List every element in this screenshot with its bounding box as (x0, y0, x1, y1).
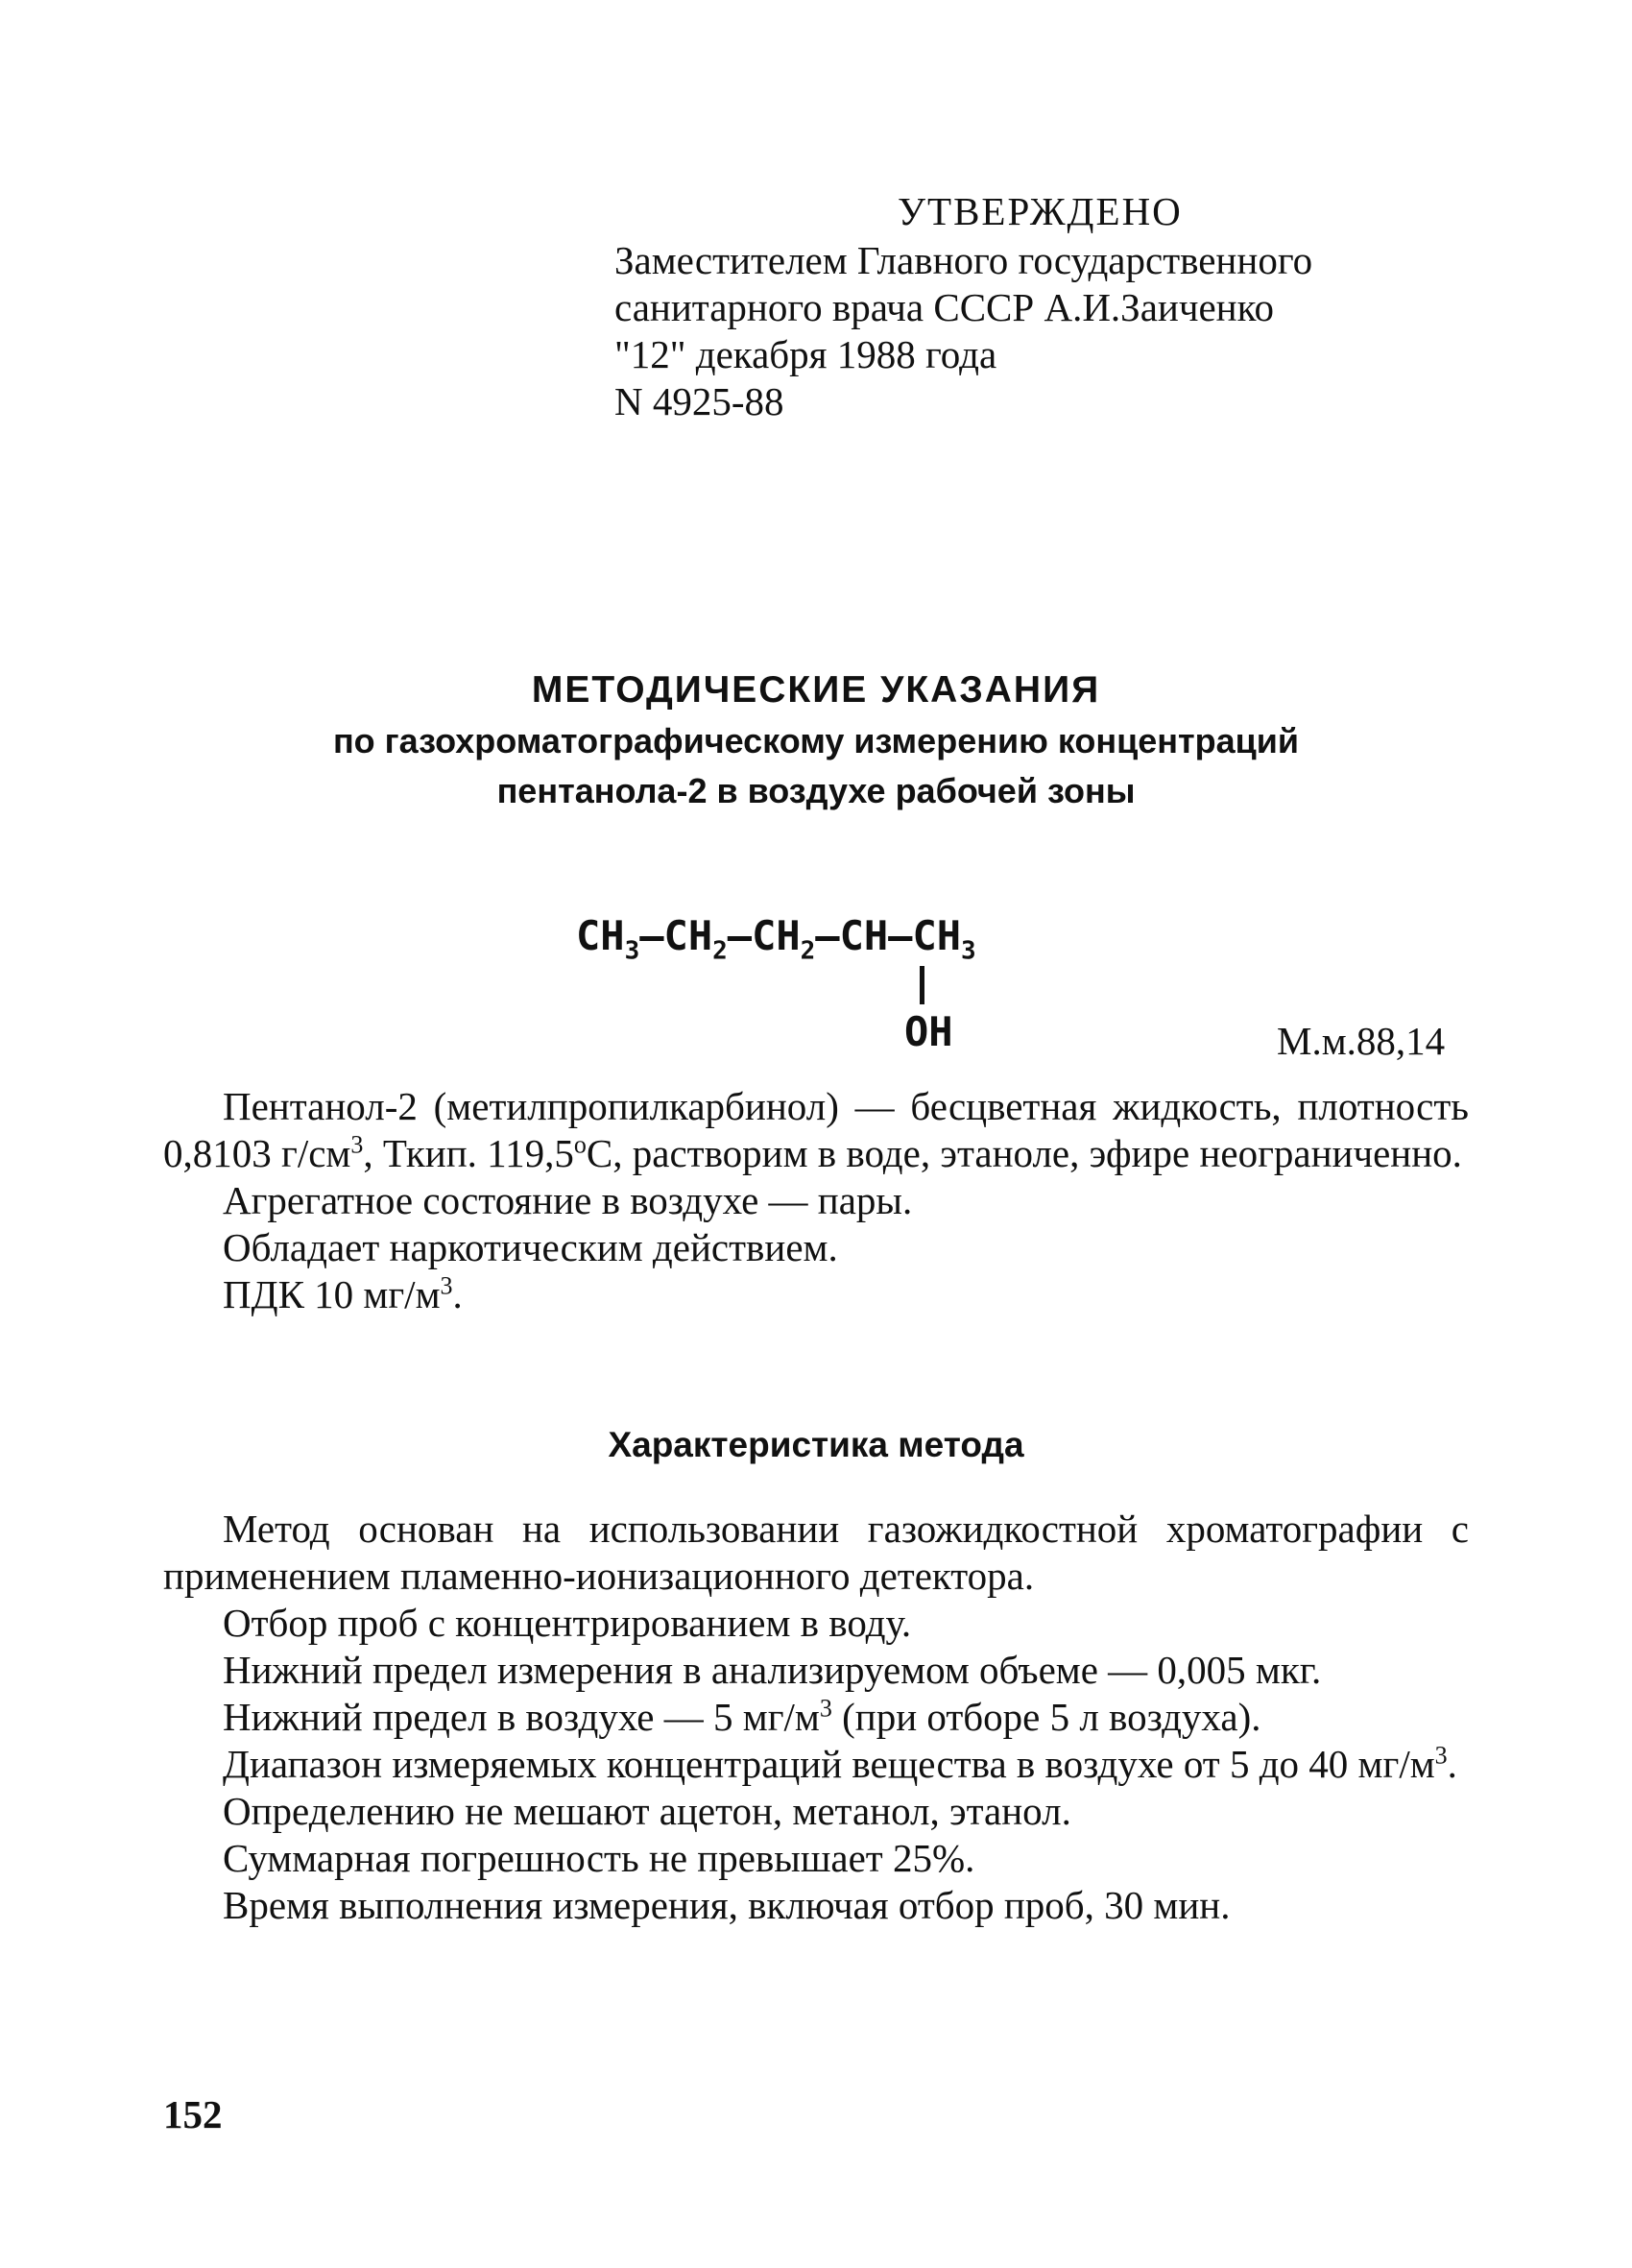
text-run: Нижний предел в воздухе — 5 мг/м (223, 1695, 820, 1739)
formula-subscript: 3 (961, 936, 976, 966)
superscript: 3 (440, 1271, 453, 1300)
structural-formula (576, 912, 976, 1055)
text-run: Пентанол-2 (метилпропилкарбинол) — бесцветная жидкость, плотность 0,8103 г/см (163, 1084, 1469, 1175)
text-run: . (1447, 1742, 1457, 1786)
text-run: . (452, 1272, 463, 1316)
formula-chain: $CH_3—CH_2—CH_2—CH—CH_3$ (576, 912, 976, 966)
document-title (0, 664, 1632, 816)
superscript: 3 (1434, 1741, 1448, 1770)
title-main: МЕТОДИЧЕСКИЕ УКАЗАНИЯ (531, 669, 1101, 711)
method-paragraph: Нижний предел измерения в анализируемом объеме — 0,005 мкг. (223, 1648, 1322, 1692)
section-heading: Характеристика метода (608, 1425, 1024, 1464)
text-run: , Ткип. 119,5 (363, 1131, 574, 1175)
formula-group: CH (839, 912, 889, 959)
approval-number: N 4925-88 (614, 379, 784, 423)
method-paragraph: Отбор проб с концентрированием в воду. (223, 1601, 912, 1645)
superscript: о (573, 1130, 587, 1159)
method-characteristics (163, 1506, 1469, 1929)
text-run: Диапазон измеряемых концентраций вещества в воздухе от 5 до 40 мг/м (223, 1742, 1435, 1786)
formula-group: CH (576, 912, 625, 959)
hydroxyl-group: OH (904, 1008, 953, 1055)
approval-heading: УТВЕРЖДЕНО (898, 189, 1183, 233)
text-run: ПДК 10 мг/м (223, 1272, 441, 1316)
molecular-mass: М.м.88,14 (1277, 1019, 1446, 1063)
method-paragraph (163, 1741, 1469, 1788)
approval-block (614, 188, 1478, 425)
superscript: 3 (819, 1694, 832, 1723)
text-run: С, растворим в воде, этаноле, эфире неограниченно. (586, 1131, 1462, 1175)
method-paragraph: Метод основан на использовании газожидкостной хроматографии с применением пламенно-ионизационного детектора. (163, 1507, 1469, 1598)
approval-date: "12" декабря 1988 года (614, 332, 997, 376)
formula-subscript: 2 (800, 936, 816, 966)
approval-line: санитарного врача СССР А.И.Заиченко (614, 285, 1274, 329)
title-subtitle: пентанола-2 в воздухе рабочей зоны (496, 771, 1136, 810)
formula-group: CH (752, 912, 801, 959)
page-number: 152 (163, 2092, 223, 2136)
vertical-bond (920, 966, 924, 1004)
title-subtitle: по газохроматографическому измерению концентраций (332, 721, 1300, 760)
method-paragraph: Определению не мешают ацетон, метанол, этанол. (223, 1789, 1071, 1833)
formula-group: CH (663, 912, 713, 959)
formula-subscript: 3 (624, 936, 640, 966)
formula-group: CH (912, 912, 962, 959)
approval-line: Заместителем Главного государственного (614, 238, 1313, 282)
description-paragraph: Агрегатное состояние в воздухе — пары. (223, 1178, 913, 1222)
description-paragraph: Обладает наркотическим действием. (223, 1225, 838, 1269)
text-run: (при отборе 5 л воздуха). (831, 1695, 1261, 1739)
method-paragraph: Суммарная погрешность не превышает 25%. (223, 1836, 975, 1880)
formula-subscript: 2 (712, 936, 728, 966)
method-paragraph: Время выполнения измерения, включая отбор проб, 30 мин. (223, 1883, 1231, 1927)
pdk-paragraph (163, 1271, 1469, 1318)
method-paragraph (163, 1694, 1469, 1741)
superscript: 3 (350, 1130, 364, 1159)
description-paragraph (163, 1083, 1469, 1177)
substance-description (163, 1083, 1469, 1318)
